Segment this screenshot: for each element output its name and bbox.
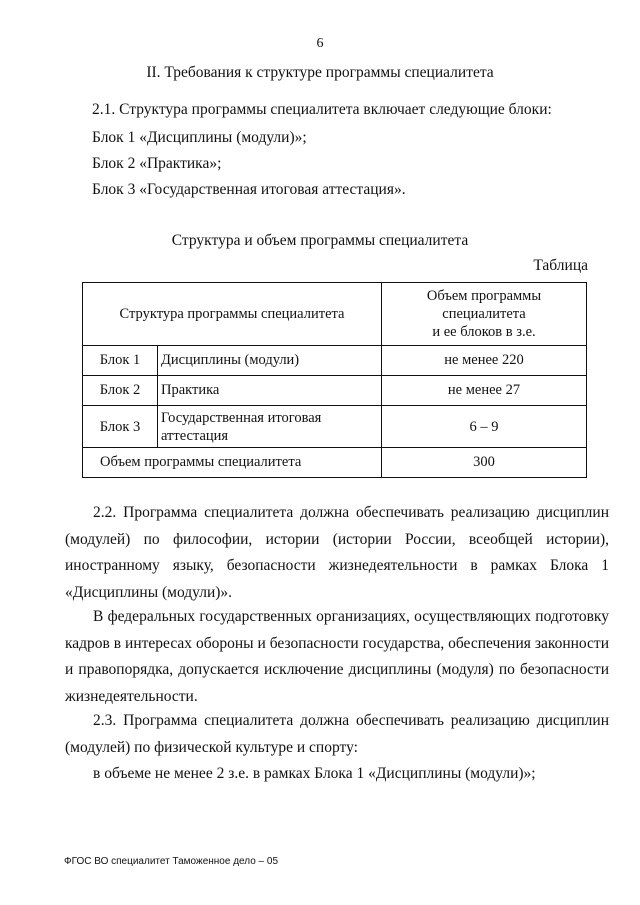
header-volume-line: Объем программы <box>426 288 542 304</box>
block-name-cell <box>158 406 382 448</box>
section-title: II. Требования к структуре программы специалитета <box>146 64 494 81</box>
header-volume-line: специалитета <box>442 306 526 322</box>
block-value-cell: не менее 220 <box>382 346 587 376</box>
table-total-row <box>83 448 587 478</box>
block-cell: Блок 3 <box>83 406 158 448</box>
intro-line-2-1: 2.1. Структура программы специалитета включает следующие блоки: <box>92 101 552 118</box>
page-number: 6 <box>316 36 324 51</box>
intro-block-3: Блок 3 «Государственная итоговая аттестация». <box>92 181 406 198</box>
block-name-cell: Дисциплины (модули) <box>158 346 382 376</box>
header-volume-line: и ее блоков в з.е. <box>432 324 536 340</box>
intro-block-2: Блок 2 «Практика»; <box>92 155 222 172</box>
intro-block-1: Блок 1 «Дисциплины (модули)»; <box>92 129 307 146</box>
paragraph-volume: в объеме не менее 2 з.е. в рамках Блока 1 «Дисциплины (модули)»; <box>93 765 536 782</box>
block-name-line: аттестация <box>161 427 229 444</box>
paragraph-2-2: 2.2. Программа специалитета должна обеспечивать реализацию дисциплин (модулей) по философии, истории (истории России, всеобщей истории), иностранному языку, безопасности жизнедеятельности в рамках Блока 1 «Дисциплины (модули)». <box>65 504 609 601</box>
table-row <box>83 406 587 448</box>
block-cell: Блок 2 <box>83 376 158 406</box>
table-row <box>83 346 587 376</box>
program-structure-table <box>82 282 587 478</box>
table-row <box>83 376 587 406</box>
block-cell: Блок 1 <box>83 346 158 376</box>
total-value-cell: 300 <box>382 448 587 478</box>
footer-text: ФГОС ВО специалитет Таможенное дело – 05 <box>64 856 279 867</box>
header-structure-cell: Структура программы специалитета <box>83 283 382 346</box>
paragraph-2-3: 2.3. Программа специалитета должна обеспечивать реализацию дисциплин (модулей) по физической культуре и спорту: <box>65 712 609 756</box>
table-caption: Структура и объем программы специалитета <box>171 232 469 249</box>
block-value-cell: 6 – 9 <box>382 406 587 448</box>
table-header-row <box>83 283 587 346</box>
block-name-line: Государственная итоговая <box>161 409 322 426</box>
total-label-cell: Объем программы специалитета <box>83 448 382 478</box>
block-value-cell: не менее 27 <box>382 376 587 406</box>
paragraph-federal-orgs: В федеральных государственных организациях, осуществляющих подготовку кадров в интересах обороны и безопасности государства, обеспечения законности и правопорядка, допускается исключение дисциплины (модуля) по безопасности жизнедеятельности. <box>65 608 609 705</box>
header-volume-cell <box>382 283 587 346</box>
table-label: Таблица <box>533 257 588 274</box>
block-name-cell: Практика <box>158 376 382 406</box>
